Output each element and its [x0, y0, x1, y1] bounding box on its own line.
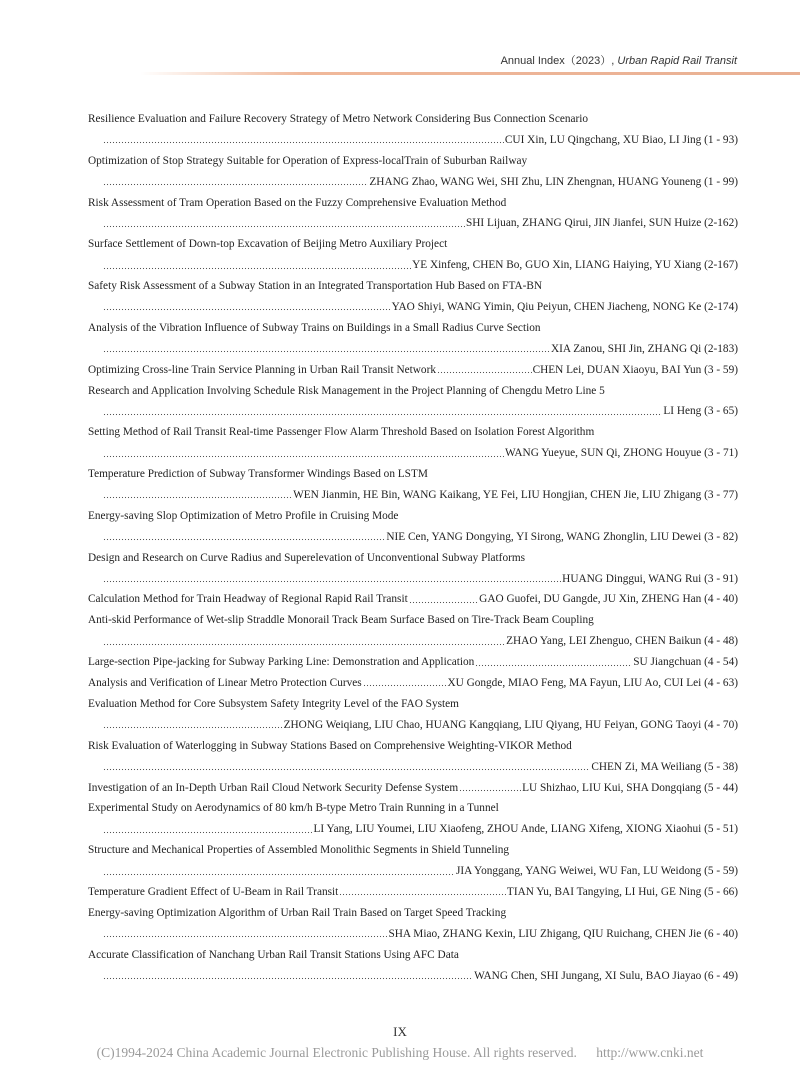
entry-title-line	[88, 464, 738, 485]
index-entry	[88, 610, 738, 652]
entry-authors: JIA Yonggang, YANG Weiwei, WU Fan, LU Weidong (5 - 59)	[455, 865, 738, 878]
entry-title: Analysis and Verification of Linear Metro Protection Curves	[88, 677, 362, 690]
index-entry	[88, 589, 738, 610]
entry-title: Optimization of Stop Strategy Suitable for Operation of Express-localTrain of Suburban Railway	[88, 154, 528, 167]
entry-authors-line	[88, 401, 738, 422]
entry-title-line	[88, 610, 738, 631]
entry-line	[88, 360, 738, 381]
entry-authors-line	[88, 819, 738, 840]
index-entry	[88, 673, 738, 694]
header-index-label: Annual Index（2023）,	[500, 55, 615, 67]
entry-authors: YE Xinfeng, CHEN Bo, GUO Xin, LIANG Haiying, YU Xiang (2-167)	[412, 259, 738, 272]
entry-title-line	[88, 840, 738, 861]
index-entry	[88, 276, 738, 318]
entry-line	[88, 652, 738, 673]
entry-title: Research and Application Involving Schedule Risk Management in the Project Planning of Chengdu Metro Line 5	[88, 384, 605, 397]
index-entry	[88, 193, 738, 235]
dot-leader	[103, 307, 391, 311]
entry-authors: CUI Xin, LU Qingchang, XU Biao, LI Jing (1 - 93)	[504, 133, 738, 146]
entry-title: Anti-skid Performance of Wet-slip Straddle Monorail Track Beam Surface Based on Tire-Track Beam Coupling	[88, 614, 594, 627]
footer-copyright: (C)1994-2024 China Academic Journal Electronic Publishing House. All rights reserved.	[96, 1045, 577, 1060]
entry-title-line	[88, 945, 738, 966]
dot-leader	[339, 892, 506, 896]
index-entry	[88, 882, 738, 903]
dot-leader	[409, 600, 478, 604]
dot-leader	[459, 788, 521, 792]
entry-authors: LI Yang, LIU Youmei, LIU Xiaofeng, ZHOU Ande, LIANG Xifeng, XIONG Xiaohui (5 - 51)	[313, 823, 738, 836]
entry-authors-line	[88, 297, 738, 318]
entry-authors: GAO Guofei, DU Gangde, JU Xin, ZHENG Han (4 - 40)	[479, 593, 738, 606]
running-header	[0, 52, 737, 68]
entry-title-line	[88, 151, 738, 172]
dot-leader	[103, 872, 455, 876]
index-entry	[88, 694, 738, 736]
index-entry	[88, 318, 738, 360]
entry-title-line	[88, 736, 738, 757]
entry-title: Accurate Classification of Nanchang Urban Rail Transit Stations Using AFC Data	[88, 948, 459, 961]
entry-title: Evaluation Method for Core Subsystem Safety Integrity Level of the FAO System	[88, 697, 459, 710]
index-entry	[88, 903, 738, 945]
index-entry	[88, 151, 738, 193]
dot-leader	[103, 725, 283, 729]
entry-authors: SHI Lijuan, ZHANG Qirui, JIN Jianfei, SUN Huize (2-162)	[465, 217, 738, 230]
entry-title: Risk Evaluation of Waterlogging in Subway Stations Based on Comprehensive Weighting-VIKOR Method	[88, 739, 572, 752]
entry-authors-line	[88, 861, 738, 882]
entry-authors-line	[88, 255, 738, 276]
entry-authors-line	[88, 631, 738, 652]
entry-authors: XU Gongde, MIAO Feng, MA Fayun, LIU Ao, CUI Lei (4 - 63)	[447, 677, 738, 690]
entry-authors: LU Shizhao, LIU Kui, SHA Dongqiang (5 - 44)	[522, 781, 738, 794]
dot-leader	[103, 224, 465, 228]
dot-leader	[103, 266, 411, 270]
entry-authors: WANG Yueyue, SUN Qi, ZHONG Houyue (3 - 71)	[504, 447, 738, 460]
entry-title: Resilience Evaluation and Failure Recovery Strategy of Metro Network Considering Bus Connection Scenario	[88, 113, 589, 125]
entry-authors: NIE Cen, YANG Dongying, YI Sirong, WANG Zhonglin, LIU Dewei (3 - 82)	[386, 530, 738, 543]
entry-title-line	[88, 798, 738, 819]
entry-title-line	[88, 276, 738, 297]
dot-leader	[103, 934, 387, 938]
dot-leader	[103, 642, 505, 646]
header-rule	[140, 72, 800, 75]
entry-authors-line	[88, 715, 738, 736]
entry-authors: ZHONG Weiqiang, LIU Chao, HUANG Kangqiang, LIU Qiyang, HU Feiyan, GONG Taoyi (4 - 70)	[283, 718, 738, 731]
entry-title: Investigation of an In-Depth Urban Rail Cloud Network Security Defense System	[88, 781, 459, 794]
entry-authors-line	[88, 924, 738, 945]
entry-title: Optimizing Cross-line Train Service Planning in Urban Rail Transit Network	[88, 363, 436, 376]
entry-authors: TIAN Yu, BAI Tangying, LI Hui, GE Ning (5 - 66)	[506, 885, 738, 898]
index-entry	[88, 736, 738, 778]
entry-title-line	[88, 234, 738, 255]
entry-title-line	[88, 903, 738, 924]
entry-line	[88, 673, 738, 694]
index-entry	[88, 778, 738, 799]
index-entry	[88, 422, 738, 464]
entry-title: Energy-saving Slop Optimization of Metro Profile in Cruising Mode	[88, 509, 399, 522]
dot-leader	[363, 683, 447, 687]
entry-title: Experimental Study on Aerodynamics of 80 km/h B-type Metro Train Running in a Tunnel	[88, 802, 499, 815]
dot-leader	[103, 495, 292, 499]
entry-title: Large-section Pipe-jacking for Subway Parking Line: Demonstration and Application	[88, 656, 475, 669]
dot-leader	[103, 537, 385, 541]
dot-leader	[103, 579, 561, 583]
entry-authors-line	[88, 485, 738, 506]
dot-leader	[103, 182, 368, 186]
entry-title-line	[88, 694, 738, 715]
index-entry	[88, 360, 738, 381]
entry-title-line	[88, 381, 738, 402]
entry-title: Safety Risk Assessment of a Subway Station in an Integrated Transportation Hub Based on FTA-BN	[88, 280, 543, 293]
index-entry	[88, 945, 738, 987]
entry-title-line	[88, 422, 738, 443]
entry-authors: CHEN Zi, MA Weiliang (5 - 38)	[591, 760, 738, 773]
index-entry	[88, 381, 738, 423]
entry-authors: SU Jiangchuan (4 - 54)	[633, 656, 738, 669]
entry-authors-line	[88, 172, 738, 193]
entry-title: Energy-saving Optimization Algorithm of Urban Rail Train Based on Target Speed Tracking	[88, 906, 507, 919]
entry-title: Setting Method of Rail Transit Real-time Passenger Flow Alarm Threshold Based on Isolation Forest Algorithm	[88, 426, 595, 439]
entry-title-line	[88, 318, 738, 339]
entry-title: Risk Assessment of Tram Operation Based on the Fuzzy Comprehensive Evaluation Method	[88, 196, 507, 209]
entry-authors: LI Heng (3 - 65)	[663, 405, 738, 418]
entry-authors-line	[88, 757, 738, 778]
index-entry	[88, 506, 738, 548]
entry-title-line	[88, 548, 738, 569]
entry-title: Structure and Mechanical Properties of Assembled Monolithic Segments in Shield Tunneling	[88, 844, 510, 857]
index-entry	[88, 234, 738, 276]
entry-authors: WANG Chen, SHI Jungang, XI Sulu, BAO Jiayao (6 - 49)	[474, 969, 738, 982]
dot-leader	[103, 349, 550, 353]
entry-authors-line	[88, 527, 738, 548]
dot-leader	[475, 663, 632, 667]
entry-title: Temperature Gradient Effect of U-Beam in Rail Transit	[88, 885, 339, 898]
entry-authors: CHEN Lei, DUAN Xiaoyu, BAI Yun (3 - 59)	[532, 363, 738, 376]
entry-line	[88, 589, 738, 610]
entry-title: Temperature Prediction of Subway Transformer Windings Based on LSTM	[88, 468, 428, 481]
entry-authors: WEN Jianmin, HE Bin, WANG Kaikang, YE Fei, LIU Hongjian, CHEN Jie, LIU Zhigang (3 - 77)	[293, 489, 738, 502]
entry-authors: HUANG Dinggui, WANG Rui (3 - 91)	[562, 572, 738, 585]
entry-title: Design and Research on Curve Radius and Superelevation of Unconventional Subway Platforms	[88, 551, 526, 564]
entry-authors: SHA Miao, ZHANG Kexin, LIU Zhigang, QIU Ruichang, CHEN Jie (6 - 40)	[388, 927, 738, 940]
entry-title-line	[88, 109, 738, 130]
entry-authors-line	[88, 213, 738, 234]
entry-authors: XIA Zanou, SHI Jin, ZHANG Qi (2-183)	[550, 342, 738, 355]
entry-title: Analysis of the Vibration Influence of Subway Trains on Buildings in a Small Radius Curve Section	[88, 321, 541, 334]
dot-leader	[103, 140, 504, 144]
dot-leader	[103, 454, 504, 458]
index-entry	[88, 798, 738, 840]
entry-authors: YAO Shiyi, WANG Yimin, Qiu Peiyun, CHEN Jiacheng, NONG Ke (2-174)	[391, 301, 738, 314]
entry-authors: ZHANG Zhao, WANG Wei, SHI Zhu, LIN Zhengnan, HUANG Youneng (1 - 99)	[369, 175, 738, 188]
entry-authors-line	[88, 966, 738, 987]
entry-authors: ZHAO Yang, LEI Zhenguo, CHEN Baikun (4 - 48)	[506, 635, 738, 648]
index-entry	[88, 109, 738, 151]
index-entry	[88, 464, 738, 506]
header-journal-name: Urban Rapid Rail Transit	[617, 55, 737, 67]
entry-title-line	[88, 193, 738, 214]
entry-authors-line	[88, 339, 738, 360]
dot-leader	[103, 412, 662, 416]
entry-authors-line	[88, 569, 738, 590]
index-entry	[88, 840, 738, 882]
footer-url: http://www.cnki.net	[596, 1045, 704, 1060]
footer-watermark	[0, 1045, 800, 1061]
dot-leader	[437, 370, 532, 374]
index-entry-list	[88, 109, 738, 986]
entry-title: Surface Settlement of Down-top Excavation of Beijing Metro Auxiliary Project	[88, 238, 448, 251]
page-number: IX	[393, 1024, 407, 1039]
entry-authors-line	[88, 443, 738, 464]
entry-line	[88, 778, 738, 799]
dot-leader	[103, 976, 473, 980]
dot-leader	[103, 767, 590, 771]
entry-title: Calculation Method for Train Headway of Regional Rapid Rail Transit	[88, 593, 408, 606]
entry-authors-line	[88, 130, 738, 151]
entry-title-line	[88, 506, 738, 527]
index-entry	[88, 652, 738, 673]
index-entry	[88, 548, 738, 590]
dot-leader	[103, 830, 312, 834]
entry-line	[88, 882, 738, 903]
